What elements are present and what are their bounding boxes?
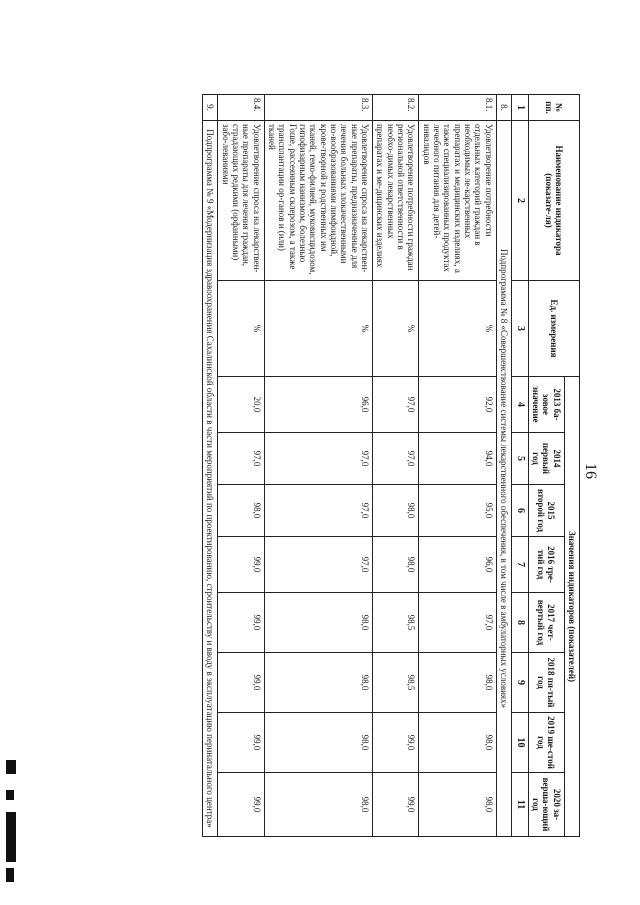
unit-cell: % [419, 281, 496, 377]
column-number-row [512, 95, 529, 837]
value-cell: 20,0 [218, 377, 264, 433]
table-row [264, 95, 372, 837]
table-row [419, 95, 496, 837]
column-number: 5 [512, 433, 529, 485]
value-cell: 98,5 [373, 593, 419, 653]
value-cell: 99,0 [218, 593, 264, 653]
value-cell: 98,0 [419, 653, 496, 713]
scan-artifact [6, 812, 16, 862]
value-cell: 99,0 [218, 653, 264, 713]
value-cell: 97,0 [419, 593, 496, 653]
header-year: 2015 второй год [528, 485, 564, 537]
unit-cell: % [264, 281, 372, 377]
indicator-name: Удовлетворение спроса на лекарствен-ные препараты, предназначенные для лечения больных злокачественными но-вообразованиями лимфоидной, крове-творной и родственных им тканей, гемо-филией, муковисцидозом, гипофизарным нанизмом, болезнью Гоше, рассеянным склерозом, а также трансплантации ор-ганов и (или) тканей [264, 121, 372, 281]
unit-cell: % [218, 281, 264, 377]
header-no: № пп. [528, 95, 579, 121]
row-number: 8.4. [218, 95, 264, 121]
value-cell: 99,0 [218, 537, 264, 593]
header-year: 2013 ба-зовое значение [528, 377, 564, 433]
column-number: 8 [512, 593, 529, 653]
indicators-table [202, 94, 580, 837]
value-cell: 98,0 [373, 485, 419, 537]
column-number: 3 [512, 281, 529, 377]
rotated-table-wrapper [100, 94, 580, 836]
column-number: 2 [512, 121, 529, 281]
value-cell: 92,0 [419, 377, 496, 433]
value-cell: 97,0 [373, 433, 419, 485]
value-cell: 97,0 [264, 433, 372, 485]
value-cell: 97,0 [373, 377, 419, 433]
value-cell: 95,0 [419, 485, 496, 537]
indicator-name: Удовлетворение потребности граждан региональной ответственности в необхо-димых лекарственных препаратах и ме-дицинских изделиях [373, 121, 419, 281]
indicator-name: Удовлетворение спроса на лекарствен-ные препараты для лечения граждан, страдающих редкими (орфанными) забо-леваниями [218, 121, 264, 281]
value-cell: 96,0 [419, 537, 496, 593]
row-number: 8.3. [264, 95, 372, 121]
section-number: 8. [496, 95, 511, 121]
value-cell: 98,0 [218, 485, 264, 537]
section-number: 9. [202, 95, 217, 121]
table-row [218, 95, 264, 837]
page-number: 16 [582, 463, 599, 479]
header-year: 2018 пя-тый год [528, 653, 564, 713]
column-number: 10 [512, 713, 529, 773]
value-cell: 97,0 [264, 537, 372, 593]
header-values-group: Значения индикаторов (показателей) [564, 377, 579, 837]
value-cell: 98,0 [264, 773, 372, 837]
scan-artifact [6, 868, 14, 882]
value-cell: 99,0 [218, 713, 264, 773]
section-title: Подпрограмма № 9 «Модернизация здравоохранения Сахалинской области в части мероприятий по проектированию, строительству и вводу в эксплуатацию перинатального центра» [202, 121, 217, 837]
value-cell: 97,0 [218, 433, 264, 485]
indicator-name: Удовлетворение потребности отдельных категорий граждан в необходимых ле-карственных препаратах и медицинских изделиях, а также специализированных продуктах лечебного питания для детей-инвалидов [419, 121, 496, 281]
value-cell: 99,0 [373, 773, 419, 837]
header-unit: Ед. измерения [528, 281, 579, 377]
value-cell: 98,0 [264, 593, 372, 653]
scan-artifact [6, 790, 14, 800]
value-cell: 98,0 [264, 713, 372, 773]
header-year: 2019 ше-стой год [528, 713, 564, 773]
section-row [496, 95, 511, 837]
value-cell: 98,5 [373, 653, 419, 713]
header-name: Наименование индикатора (показате-ля) [528, 121, 579, 281]
section-row [202, 95, 217, 837]
column-number: 1 [512, 95, 529, 121]
value-cell: 99,0 [373, 713, 419, 773]
row-number: 8.2. [373, 95, 419, 121]
value-cell: 98,0 [373, 537, 419, 593]
header-year: 2014 первый год [528, 433, 564, 485]
column-number: 6 [512, 485, 529, 537]
value-cell: 96,0 [264, 377, 372, 433]
value-cell: 94,0 [419, 433, 496, 485]
header-year: 2017 чет-вертый год [528, 593, 564, 653]
column-number: 11 [512, 773, 529, 837]
table-row [373, 95, 419, 837]
unit-cell: % [373, 281, 419, 377]
value-cell: 98,0 [264, 653, 372, 713]
section-title: Подпрограмма № 8 «Совершенствование системы лекарственного обеспечения, в том числе в амбулаторных условиях» [496, 121, 511, 837]
header-year: 2016 тре-тий год [528, 537, 564, 593]
scan-artifact [6, 760, 16, 774]
value-cell: 98,0 [419, 773, 496, 837]
value-cell: 97,0 [264, 485, 372, 537]
column-number: 4 [512, 377, 529, 433]
column-number: 7 [512, 537, 529, 593]
value-cell: 98,0 [419, 713, 496, 773]
column-number: 9 [512, 653, 529, 713]
header-year: 2020 за-верша-ющий год [528, 773, 564, 837]
row-number: 8.1. [419, 95, 496, 121]
value-cell: 99,0 [218, 773, 264, 837]
